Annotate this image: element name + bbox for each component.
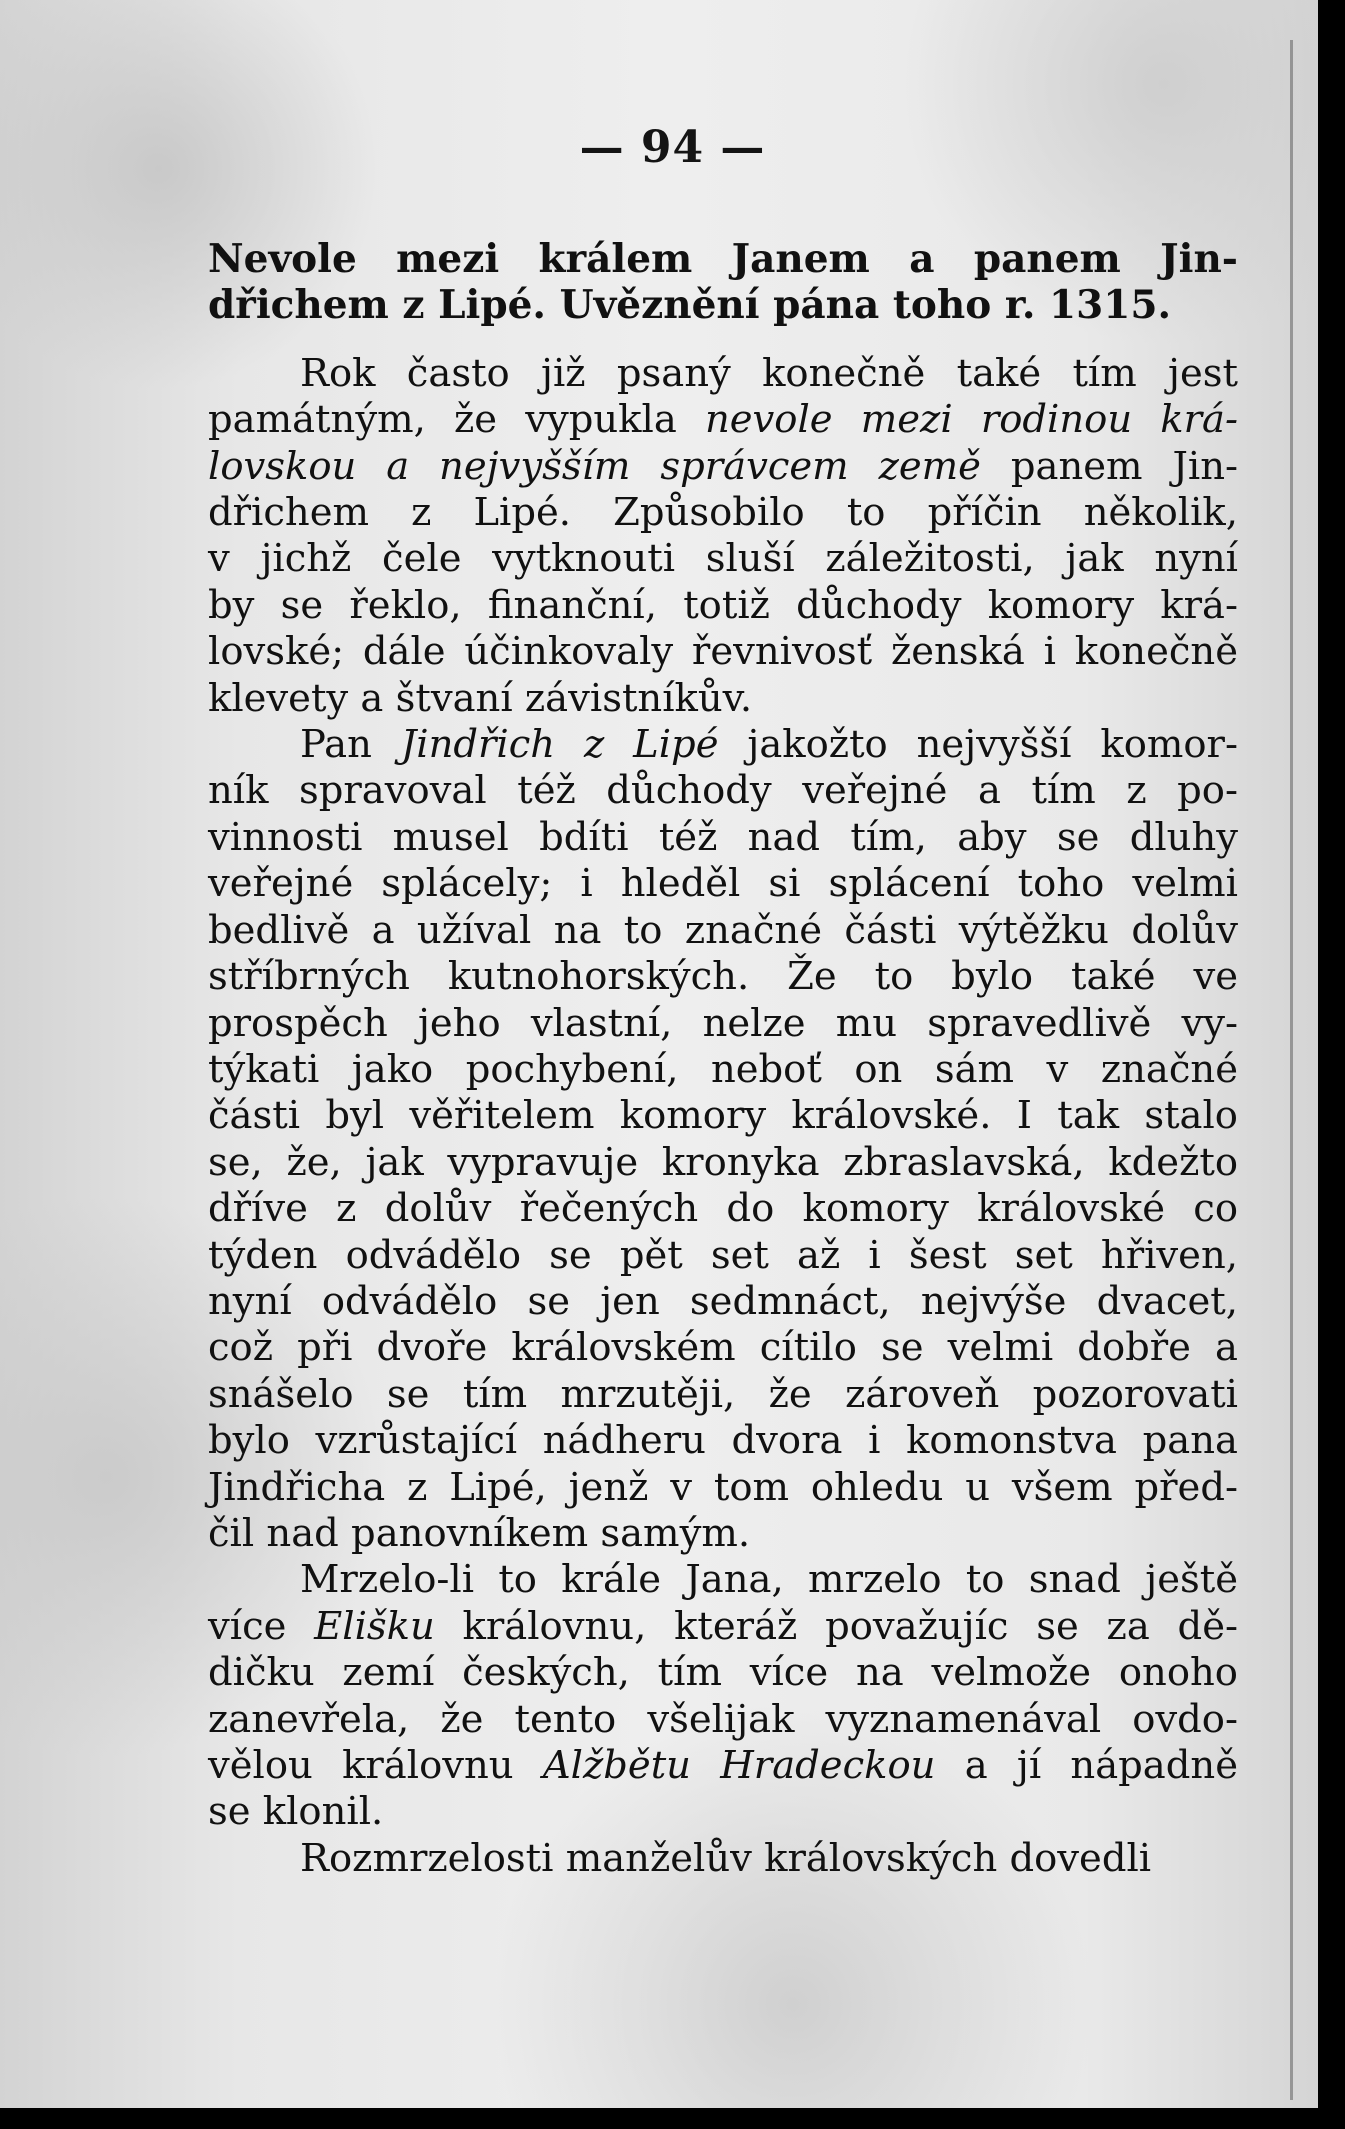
text-run: Rozmrzelosti manželův královských dovedli xyxy=(300,1835,1152,1881)
text-run: klevety a štvaní závistníkův. xyxy=(208,675,753,721)
text-line xyxy=(208,1465,1238,1511)
text-run: a jí nápadně xyxy=(935,1743,1238,1788)
heading-line: Nevole mezi králem Janem a panem Jin- xyxy=(208,236,1238,282)
text-run: snášelo se tím mrzutěji, že zároveň pozorovati xyxy=(208,1371,1238,1417)
text-line xyxy=(208,1511,1238,1557)
text-run: vělou královnu xyxy=(208,1743,543,1788)
text-line xyxy=(208,676,1238,722)
text-run: části byl věřitelem komory královské. I tak stalo xyxy=(208,1093,1238,1139)
text-run: dříve z dolův řečených do komory královské co xyxy=(208,1186,1238,1232)
text-run: více xyxy=(208,1603,315,1649)
scan-border-right xyxy=(1318,0,1345,2129)
text-run: nyní odvádělo se jen sedmnáct, nejvýše dvacet, xyxy=(208,1278,1238,1324)
chapter-heading xyxy=(208,236,1238,329)
text-line xyxy=(208,490,1238,536)
text-line xyxy=(208,351,1238,397)
text-line xyxy=(208,954,1238,1000)
text-line xyxy=(208,1001,1238,1047)
scan-border-bottom xyxy=(0,2108,1345,2129)
text-run: zanevřela, že tento všelijak vyznamenával ovdo- xyxy=(208,1696,1238,1742)
text-run: královnu, kteráž považujíc se za dě- xyxy=(434,1603,1238,1649)
text-line xyxy=(208,908,1238,954)
text-line xyxy=(208,768,1238,814)
text-run: jakožto nejvyšší komor- xyxy=(718,722,1238,768)
text-line xyxy=(208,1418,1238,1464)
italic-run: Alžbětu Hradeckou xyxy=(542,1743,936,1788)
text-line xyxy=(208,1604,1238,1650)
text-line xyxy=(208,1325,1238,1371)
text-run: Jindřicha z Lipé, jenž v tom ohledu u všem před- xyxy=(208,1464,1238,1510)
text-run: památným, že vypukla xyxy=(208,397,705,443)
page-fold-shadow xyxy=(1290,40,1293,2100)
text-run: stříbrných kutnohorských. Že to bylo také ve xyxy=(208,954,1238,1000)
text-line xyxy=(208,1650,1238,1696)
text-line xyxy=(208,1140,1238,1186)
text-line xyxy=(208,444,1238,490)
paragraph xyxy=(208,1557,1238,1835)
italic-run: nevole mezi rodinou krá- xyxy=(704,397,1238,443)
text-run: Mrzelo-li to krále Jana, mrzelo to snad ještě xyxy=(300,1557,1238,1603)
text-run: se klonil. xyxy=(208,1789,384,1835)
text-run: což při dvoře královském cítilo se velmi dobře a xyxy=(208,1325,1238,1371)
text-run: dičku zemí českých, tím více na velmože onoho xyxy=(208,1650,1238,1696)
text-line xyxy=(208,1233,1238,1279)
text-line xyxy=(208,1047,1238,1093)
text-line xyxy=(208,861,1238,907)
text-run: ník spravoval též důchody veřejné a tím z po- xyxy=(208,768,1238,814)
text-run: lovské; dále účinkovaly řevnivosť ženská i konečně xyxy=(208,629,1238,675)
italic-run: lovskou a nejvyšším správcem země xyxy=(208,443,981,489)
text-line xyxy=(208,397,1238,443)
text-line xyxy=(208,722,1238,768)
italic-run: Elišku xyxy=(314,1603,435,1649)
paragraph xyxy=(208,722,1238,1557)
text-line xyxy=(208,1557,1238,1603)
text-run: Rok často již psaný konečně také tím jest xyxy=(300,350,1238,396)
page-number: — 94 — xyxy=(579,122,766,173)
text-line xyxy=(208,1836,1238,1882)
text-line xyxy=(208,629,1238,675)
text-line xyxy=(208,536,1238,582)
text-run: Pan xyxy=(300,722,401,768)
text-run: bylo vzrůstající nádheru dvora i komonstva pana xyxy=(208,1418,1238,1464)
text-run: vinnosti musel bdíti též nad tím, aby se dluhy xyxy=(208,814,1238,860)
text-line xyxy=(208,1279,1238,1325)
text-line xyxy=(208,815,1238,861)
text-run: týden odvádělo se pět set až i šest set hřiven, xyxy=(208,1232,1238,1278)
text-line xyxy=(208,1372,1238,1418)
text-block xyxy=(208,236,1238,1882)
paragraph xyxy=(208,351,1238,722)
text-line xyxy=(208,1743,1238,1789)
text-run: panem Jin- xyxy=(980,443,1238,489)
text-run: v jichž čele vytknouti sluší záležitosti, jak nyní xyxy=(208,536,1238,582)
paragraph xyxy=(208,1836,1238,1882)
text-run: týkati jako pochybení, neboť on sám v značné xyxy=(208,1046,1238,1092)
text-line xyxy=(208,1186,1238,1232)
text-run: veřejné splácely; i hleděl si splácení toho velmi xyxy=(208,861,1238,907)
text-run: by se řeklo, finanční, totiž důchody komory krá- xyxy=(208,582,1238,628)
text-line xyxy=(208,1093,1238,1139)
text-run: prospěch jeho vlastní, nelze mu spravedlivě vy- xyxy=(208,1000,1238,1046)
text-run: se, že, jak vypravuje kronyka zbraslavská, kdežto xyxy=(208,1139,1238,1185)
italic-run: Jindřich z Lipé xyxy=(400,722,719,768)
body-text xyxy=(208,351,1238,1882)
text-run: dřichem z Lipé. Způsobilo to příčin několik, xyxy=(208,490,1238,536)
heading-line: dřichem z Lipé. Uvěznění pána toho r. 1315. xyxy=(208,282,1172,329)
text-line xyxy=(208,583,1238,629)
text-run: bedlivě a užíval na to značné části výtěžku dolův xyxy=(208,907,1238,953)
text-line xyxy=(208,1789,1238,1835)
text-line xyxy=(208,1697,1238,1743)
text-run: čil nad panovníkem samým. xyxy=(208,1510,751,1556)
